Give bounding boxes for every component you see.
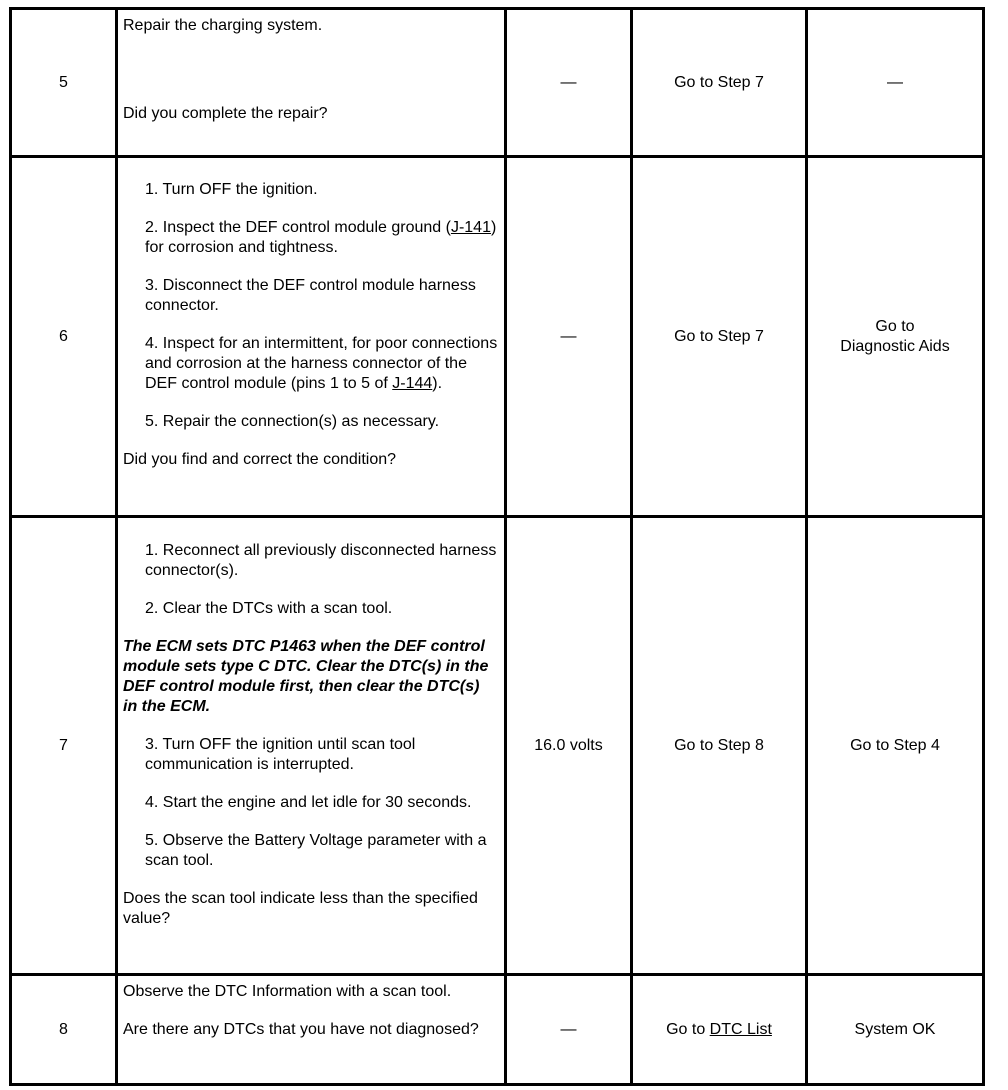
connector-link-j144[interactable]: J-144 (392, 375, 433, 392)
step-text: ) for corrosion and tightness. (145, 219, 497, 256)
connector-link-j141[interactable]: J-141 (450, 219, 491, 236)
step-text: ). (432, 375, 443, 392)
action-cell (117, 9, 506, 157)
no-cell: System OK (807, 975, 984, 1085)
no-cell (807, 157, 984, 517)
step-text: 4. Inspect for an intermittent, for poor connections and corrosion at the harness connector of the DEF control module (pins 1 to 5 of (145, 335, 498, 392)
no-text-line1: Go to (875, 317, 915, 335)
list-item: 5. Observe the Battery Voltage parameter with a scan tool. (145, 832, 487, 869)
question-text: Did you find and correct the condition? (123, 451, 397, 468)
list-item: 3. Disconnect the DEF control module harness connector. (145, 277, 476, 314)
table-row-step-7 (11, 517, 984, 975)
question-text: Does the scan tool indicate less than the specified value? (123, 890, 478, 927)
note-text: The ECM sets DTC P1463 when the DEF control module sets type C DTC. Clear the DTC(s) in the DEF control module first, then clear the DTC(s) in the ECM. (123, 638, 489, 715)
question-text: Are there any DTCs that you have not diagnosed? (123, 1021, 479, 1038)
no-cell: Go to Step 4 (807, 517, 984, 975)
value-cell: 16.0 volts (506, 517, 632, 975)
table-row-step-5 (11, 9, 984, 157)
dtc-list-link[interactable]: DTC List (709, 1020, 772, 1038)
step-number: 5 (11, 9, 117, 157)
list-item: 1. Turn OFF the ignition. (145, 181, 318, 198)
action-cell (117, 517, 506, 975)
value-cell: — (506, 157, 632, 517)
yes-text: Go to (666, 1020, 710, 1038)
list-item (123, 334, 498, 394)
yes-cell: Go to Step 8 (632, 517, 807, 975)
list-item: 2. Clear the DTCs with a scan tool. (145, 600, 393, 617)
list-item: 5. Repair the connection(s) as necessary. (145, 413, 440, 430)
yes-cell: Go to Step 7 (632, 157, 807, 517)
step-number: 7 (11, 517, 117, 975)
list-item (123, 218, 498, 258)
no-cell: — (807, 9, 984, 157)
action-text: Observe the DTC Information with a scan tool. (123, 983, 452, 1000)
action-text: Repair the charging system. (123, 17, 323, 34)
step-number: 6 (11, 157, 117, 517)
action-cell (117, 975, 506, 1085)
diagnostic-table (9, 7, 985, 1086)
list-item: 4. Start the engine and let idle for 30 seconds. (145, 794, 472, 811)
no-text-line2: Diagnostic Aids (840, 337, 950, 355)
question-text: Did you complete the repair? (123, 105, 328, 122)
table-row-step-6 (11, 157, 984, 517)
value-cell: — (506, 9, 632, 157)
list-item: 3. Turn OFF the ignition until scan tool communication is interrupted. (145, 736, 416, 773)
step-number: 8 (11, 975, 117, 1085)
list-item: 1. Reconnect all previously disconnected harness connector(s). (145, 542, 497, 579)
yes-cell (632, 975, 807, 1085)
step-text: 2. Inspect the DEF control module ground ( (145, 219, 451, 236)
action-cell (117, 157, 506, 517)
value-cell: — (506, 975, 632, 1085)
yes-cell: Go to Step 7 (632, 9, 807, 157)
table-row-step-8 (11, 975, 984, 1085)
